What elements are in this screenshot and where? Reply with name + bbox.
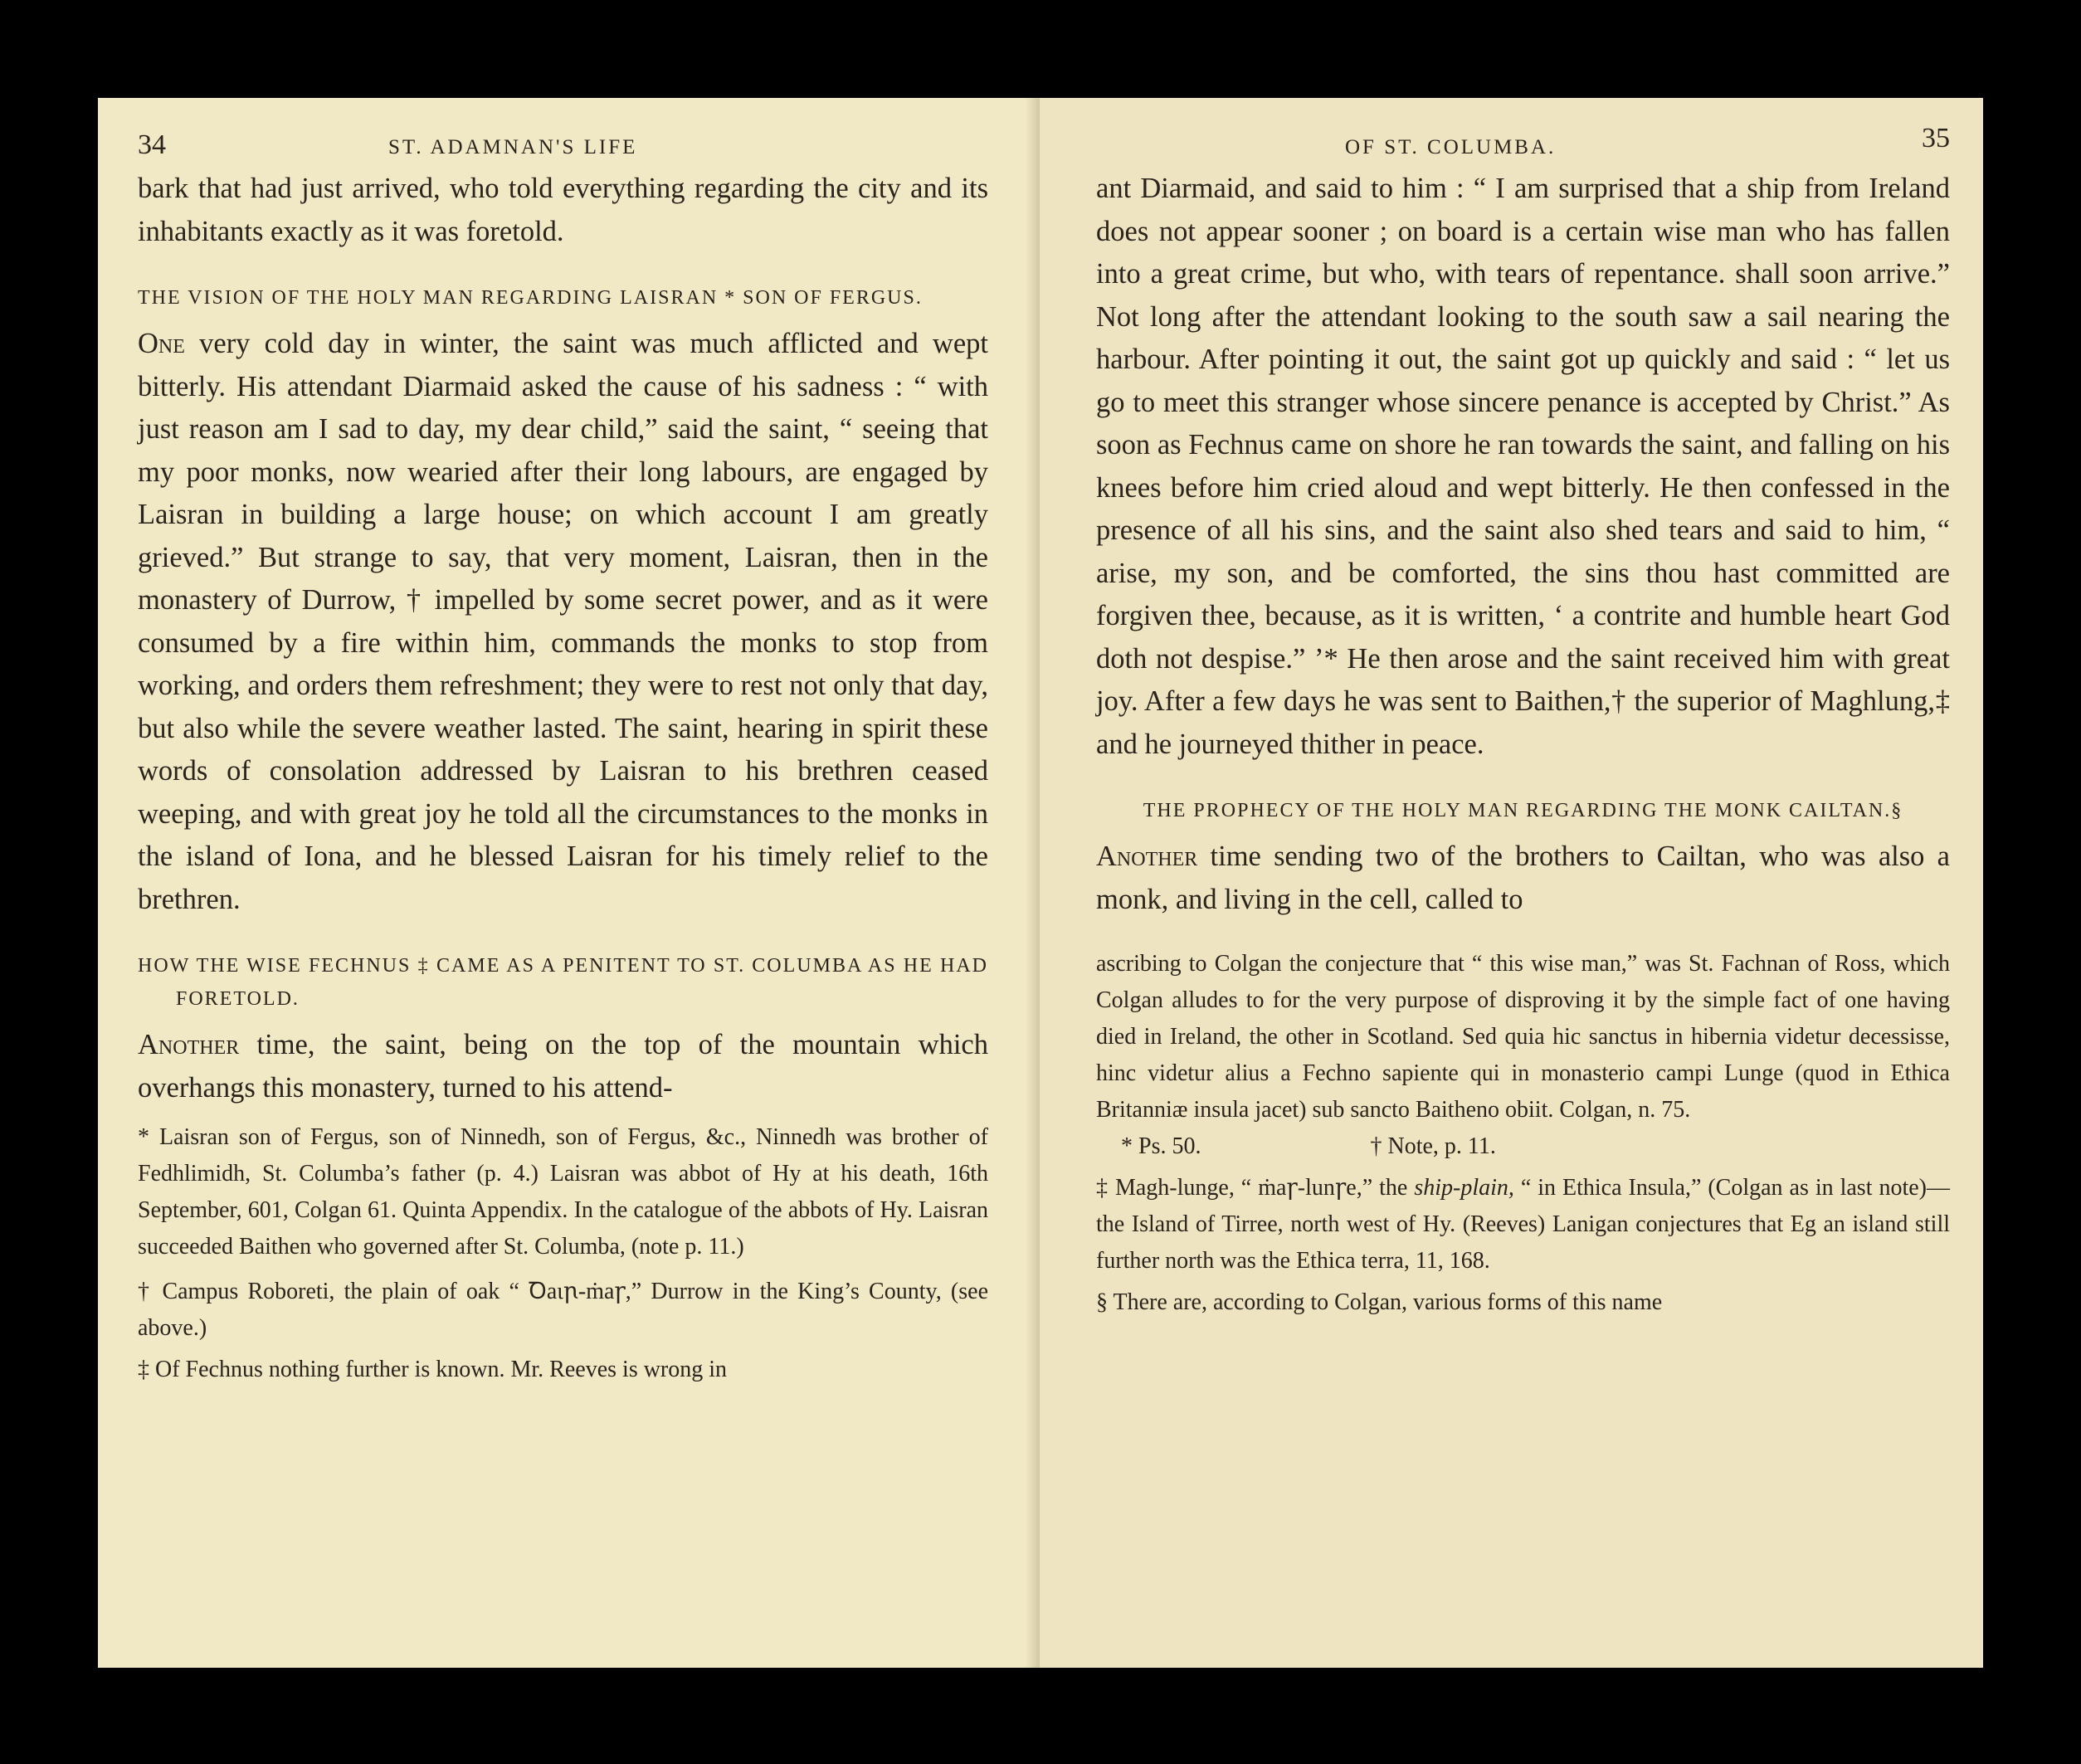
footnotes xyxy=(138,1119,988,1388)
lead-word: Another xyxy=(138,1029,240,1060)
paragraph xyxy=(138,323,988,921)
footnote: * Laisran son of Fergus, son of Ninnedh, son of Fergus, &c., Ninnedh was brother of Fedhlimidh, St. Columba’s father (p. 4.) Laisran was abbot of Hy at his death, 16th September, 601, Colgan 61. Quinta Appendix. In the catalogue of the abbots of Hy. Laisran succeeded Baithen who governed after St. Columba, (note p. 11.) xyxy=(138,1124,988,1260)
footnote: § There are, according to Colgan, various forms of this name xyxy=(1096,1289,1663,1315)
running-head xyxy=(138,115,988,168)
lead-word: Another xyxy=(1096,841,1198,872)
footnote-row xyxy=(1096,1128,1950,1165)
book-spread xyxy=(98,98,1983,1668)
continuation-paragraph: ant Diarmaid, and said to him : “ I am surprised that a ship from Ireland does not appear sooner ; on board is a certain wise man who has fallen into a great crime, but who, with tears of repentance. shall soon arrive.” Not long after the attendant looking to the south saw a sail nearing the harbour. After pointing it out, the saint got up quickly and said : “ let us go to meet this stranger whose sincere penance is accepted by Christ.” As soon as Fechnus came on shore he ran towards the saint, and falling on his knees before him cried aloud and wept bitterly. He then confessed in the presence of all his sins, and the saint also shed tears and said to him, “ arise, my son, and be comforted, the sins thou hast committed are forgiven thee, because, as it is written, ‘ a contrite and humble heart God doth not despise.” ’* He then arose and the saint received him with great joy. After a few days he was sent to Baithen,† the superior of Maghlung,‡ and he journeyed thither in peace. xyxy=(1096,173,1950,760)
paragraph-text: very cold day in winter, the saint was much afflicted and wept bitterly. His attendant Diarmaid asked the cause of his sadness : “ with just reason am I sad to day, my dear child,” said the saint, “ seeing that my poor monks, now wearied after their long labours, are engaged by Laisran in building a large house; on which account I am greatly grieved.” But strange to say, that very moment, Laisran, then in the monastery of Durrow, † impelled by some secret power, and as it were consumed by a fire within him, commands the monks to stop from working, and orders them refreshment; they were to rest not only that day, but also while the severe weather lasted. The saint, hearing in spirit these words of consolation addressed by Laisran to his brethren ceased weeping, and with great joy he told all the circumstances to the monks in the island of Iona, and he blessed Laisran for his timely relief to the brethren. xyxy=(138,328,988,915)
footnote: † Note, p. 11. xyxy=(1370,1133,1496,1159)
page-number: 34 xyxy=(138,129,166,160)
section-heading: HOW THE WISE FECHNUS ‡ CAME AS A PENITENT TO ST. COLUMBA AS HE HAD FORETOLD. xyxy=(138,955,988,1010)
paragraph-text: time sending two of the brothers to Cailtan, who was also a monk, and living in the cell, called to xyxy=(1096,841,1950,915)
footnote-italic: ship-plain, xyxy=(1414,1175,1514,1201)
paragraph xyxy=(138,1024,988,1109)
running-head xyxy=(1096,115,1950,168)
continuation-paragraph: bark that had just arrived, who told everything regarding the city and its inhabitants exactly as it was foretold. xyxy=(138,173,988,247)
running-title: ST. ADAMNAN'S LIFE xyxy=(388,136,638,158)
footnote: ‡ Of Fechnus nothing further is known. Mr. Reeves is wrong in xyxy=(138,1357,728,1382)
section-heading: THE PROPHECY OF THE HOLY MAN REGARDING THE MONK CAILTAN.§ xyxy=(1143,800,1903,821)
lead-word: One xyxy=(138,328,185,359)
section-heading: THE VISION OF THE HOLY MAN REGARDING LAISRAN * SON OF FERGUS. xyxy=(138,287,923,309)
page-number: 35 xyxy=(1922,123,1950,153)
footnotes xyxy=(1096,946,1950,1321)
footnote-continuation: ascribing to Colgan the conjecture that “ this wise man,” was St. Fachnan of Ross, which Colgan alludes to for the very purpose of disproving it by the simple fact of one having died in Ireland, the other in Scotland. Sed quia hic sanctus in hibernia videtur decessisse, hinc videtur alius a Fechno sapiente qui in monasterio campi Lunge (quod in Ethica Britanniæ insula jacet) sub sancto Baitheno obiit. Colgan, n. 75. xyxy=(1096,951,1950,1123)
footnote-text: ‡ Magh-lunge, “ ṁаꞅ-lunꞅe,” the xyxy=(1096,1175,1415,1201)
footnote: * Ps. 50. xyxy=(1121,1133,1201,1159)
left-page xyxy=(98,98,1040,1668)
body-text xyxy=(1096,168,1950,921)
footnote-text: “ in Ethica Insula,” (Colgan as in last note)—the Island of Tirree, north west of Hy. (Reeves) Lanigan conjectures that Eg an island still further north was the Ethica terra, 11, 168. xyxy=(1096,1175,1950,1274)
paragraph-text: time, the saint, being on the top of the mountain which overhangs this monastery, turned to his attend- xyxy=(138,1029,988,1104)
body-text xyxy=(138,168,988,1109)
paragraph xyxy=(1096,836,1950,921)
footnote: † Campus Roboreti, the plain of oak “ Ꝺаιꞃ-ṁaꞅ,” Durrow in the King’s County, (see above.) xyxy=(138,1279,988,1341)
footnote xyxy=(1096,1170,1950,1279)
running-title: OF ST. COLUMBA. xyxy=(1345,136,1557,158)
right-page xyxy=(1040,98,1983,1668)
